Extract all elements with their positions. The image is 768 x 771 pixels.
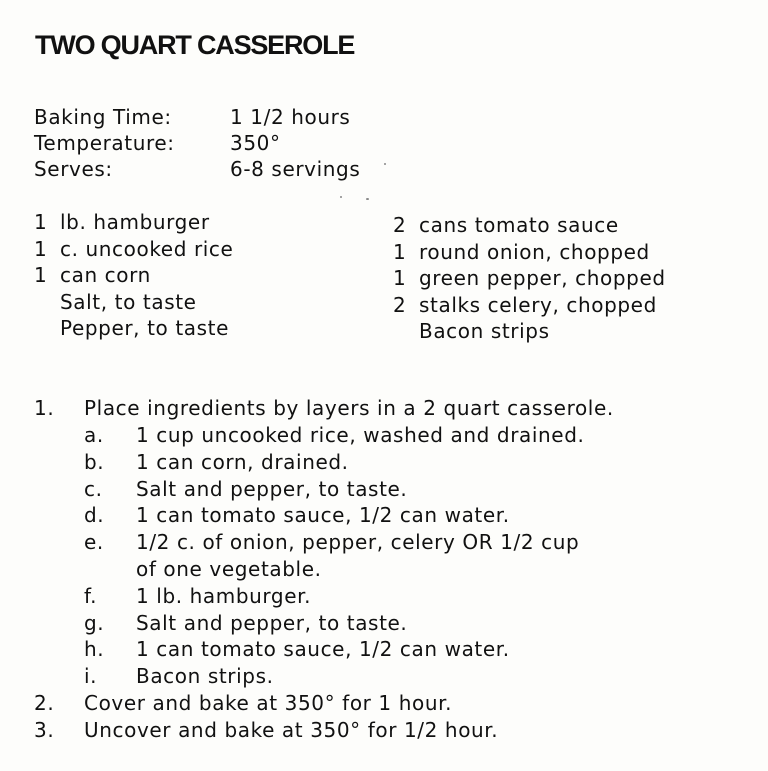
ingredients-right-column [393,212,666,345]
meta-value: 1 1/2 hours [230,105,351,129]
step-number: 2. [34,690,55,715]
ingredient-item [34,289,233,316]
print-speck [340,196,342,198]
substep-letter: e. [84,530,104,555]
substep-f [34,583,614,610]
ingredient-name: round onion, chopped [419,239,650,264]
substep-letter: b. [84,449,105,474]
ingredient-item [34,262,233,289]
substep-text: 1 can tomato sauce, 1/2 can water. [136,637,510,662]
substep-letter: h. [84,637,105,662]
step-3 [34,717,614,744]
substep-d [34,502,614,529]
substep-letter: g. [84,610,105,635]
substep-letter: c. [84,476,103,501]
ingredient-name: Pepper, to taste [60,316,229,340]
ingredient-item [393,292,666,319]
substep-text: 1 can tomato sauce, 1/2 can water. [136,503,510,528]
print-speck [384,163,386,165]
step-text: Place ingredients by layers in a 2 quart casserole. [84,396,614,420]
ingredient-qty: 1 [34,263,48,287]
substep-text: Bacon strips. [136,664,274,689]
step-1 [34,395,614,422]
substep-e-continuation: of one vegetable. [136,556,322,581]
baking-time-row [34,104,360,130]
ingredient-item [34,236,233,263]
substep-g [34,610,614,637]
substep-e [34,529,614,556]
ingredients-left-column [34,209,233,342]
step-number: 1. [34,396,55,420]
instructions [34,395,614,744]
substep-c [34,476,614,503]
ingredient-qty: 1 [34,236,48,261]
ingredient-item [34,209,233,236]
meta-label: Baking Time: [34,105,172,129]
ingredient-name: c. uncooked rice [60,236,234,261]
ingredient-item [393,212,666,239]
substep-text: 1 can corn, drained. [136,449,349,474]
substep-letter: a. [84,423,104,447]
ingredient-name: lb. hamburger [60,210,210,234]
step-text: Cover and bake at 350° for 1 hour. [84,690,453,715]
substep-letter: i. [84,664,98,689]
ingredient-item [393,265,666,292]
recipe-title: TWO QUART CASSEROLE [35,30,355,60]
recipe-meta [34,104,360,182]
substep-text: Salt and pepper, to taste. [136,476,408,501]
step-number: 3. [34,717,55,742]
substep-a [34,422,614,449]
ingredient-item [393,239,666,266]
substep-h [34,636,614,663]
ingredient-qty: 1 [393,239,407,264]
temperature-row [34,130,360,156]
ingredient-name: can corn [60,263,151,287]
substep-b [34,449,614,476]
substep-letter: f. [84,583,98,608]
substep-text: 1 lb. hamburger. [136,583,312,608]
substep-text: Salt and pepper, to taste. [136,610,408,635]
ingredient-name: cans tomato sauce [419,213,619,237]
ingredient-name: Bacon strips [419,319,550,343]
meta-label: Serves: [34,157,113,181]
meta-label: Temperature: [34,131,175,155]
ingredient-item [393,318,666,345]
serves-row [34,156,360,182]
step-text: Uncover and bake at 350° for 1/2 hour. [84,717,499,742]
ingredient-qty: 2 [393,213,407,237]
ingredient-item [34,315,233,342]
substep-letter: d. [84,503,105,528]
ingredient-name: green pepper, chopped [419,266,666,290]
ingredient-qty: 1 [393,266,407,290]
print-speck [366,198,369,200]
meta-value: 350° [230,131,281,155]
step-2 [34,690,614,717]
ingredient-name: stalks celery, chopped [419,292,657,317]
substep-text: 1 cup uncooked rice, washed and drained. [136,423,585,447]
ingredient-name: Salt, to taste [60,289,197,314]
ingredient-qty: 1 [34,210,48,234]
substep-text: 1/2 c. of onion, pepper, celery OR 1/2 cup [136,530,580,555]
substep-i [34,663,614,690]
ingredient-qty: 2 [393,292,407,317]
meta-value: 6-8 servings [230,157,361,181]
